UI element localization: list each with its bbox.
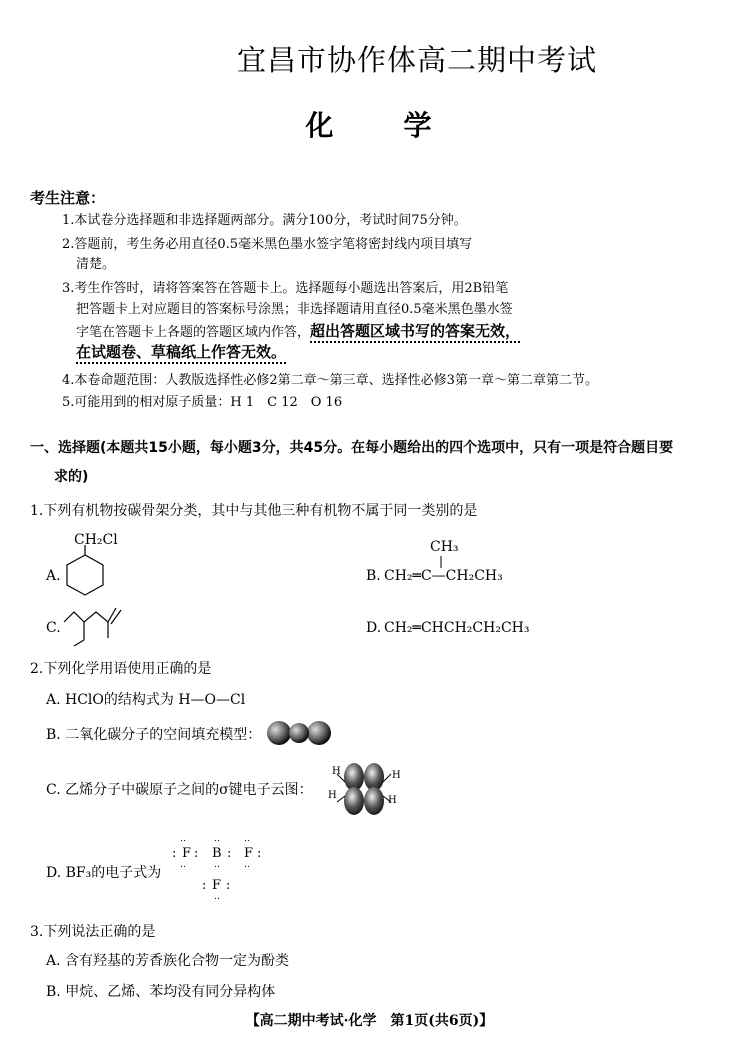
bf3-f-right: F xyxy=(244,846,254,861)
q2-option-c: C. 乙烯分子中碳原子之间的σ键电子云图： xyxy=(46,782,313,798)
h-atom-label-4: H xyxy=(388,795,397,806)
q1-option-b-bond xyxy=(437,556,445,568)
q1-stem: 1.下列有机物按碳骨架分类，其中与其他三种有机物不属于同一类别的是 xyxy=(30,503,478,519)
h-atom-label-3: H xyxy=(328,790,337,801)
notice-heading: 考生注意： xyxy=(30,189,106,207)
q3-option-b: B. 甲烷、乙烯、苯均没有同分异构体 xyxy=(46,984,276,1000)
bf3-f-left: F xyxy=(182,846,192,861)
notice-line-6-text: 字笔在答题卡上各题的答题区域内作答， xyxy=(76,325,311,340)
q2-option-a: A. HClO的结构式为 H—O—Cl xyxy=(46,692,246,708)
section-heading-1: 一、选择题(本题共15小题，每小题3分，共45分。在每小题给出的四个选项中，只有一项是符合题目要 xyxy=(30,440,674,456)
notice-line-2: 2.答题前，考生务必用直径0.5毫米黑色墨水签字笔将密封线内项目填写 xyxy=(62,237,473,252)
q1-option-a-substituent: CH₂Cl xyxy=(74,532,118,548)
q1-option-d-label: D. xyxy=(366,620,382,636)
page-footer: 【高二期中考试·化学 第1页(共6页)】 xyxy=(245,1013,494,1029)
notice-warning-1: 超出答题区域书写的答案无效， xyxy=(310,322,520,343)
notice-warning-2 xyxy=(76,341,286,362)
notice-line-1: 1.本试卷分选择题和非选择题两部分。满分100分，考试时间75分钟。 xyxy=(62,213,467,228)
section-heading-2: 求的) xyxy=(54,469,89,485)
exam-title: 宜昌市协作体高二期中考试 xyxy=(236,43,597,77)
q2-option-d: D. BF₃的电子式为 xyxy=(46,865,162,881)
subject-title xyxy=(0,104,739,144)
q3-option-a: A. 含有羟基的芳香族化合物一定为酚类 xyxy=(46,953,290,969)
bf3-b: B xyxy=(212,846,222,861)
q1-option-d-formula: CH₂═CHCH₂CH₂CH₃ xyxy=(384,620,530,636)
q1-skeletal-structure xyxy=(62,604,130,648)
q2-stem: 2.下列化学用语使用正确的是 xyxy=(30,661,212,677)
h-atom-label-2: H xyxy=(392,770,401,781)
notice-line-3: 清楚。 xyxy=(76,257,116,272)
bf3-electron-formula: ‥ : F : ‥ B ‥ : ‥ F : ‥ ‥ : F : ‥ xyxy=(172,834,262,902)
notice-warning-2-text: 在试题卷、草稿纸上作答无效。 xyxy=(76,343,286,364)
q1-cyclohexane-structure xyxy=(60,545,110,600)
notice-line-4: 3.考生作答时，请将答案答在答题卡上。选择题每小题选出答案后，用2B铅笔 xyxy=(62,281,509,296)
q1-option-b-formula: CH₂═C—CH₂CH₃ xyxy=(384,568,503,584)
q1-option-b-label: B. xyxy=(366,568,381,584)
subject-char-1: 化 xyxy=(305,109,336,142)
subject-char-2: 学 xyxy=(403,109,434,142)
q3-stem: 3.下列说法正确的是 xyxy=(30,924,156,940)
q1-option-a-label: A. xyxy=(46,568,61,584)
notice-line-6 xyxy=(76,320,520,341)
notice-line-9: 5.可能用到的相对原子质量：H 1 C 12 O 16 xyxy=(62,395,343,410)
q1-option-b-methyl: CH₃ xyxy=(430,539,459,555)
notice-line-8: 4.本卷命题范围：人教版选择性必修2第二章～第三章、选择性必修3第一章～第二章第二节。 xyxy=(62,373,598,388)
notice-line-5: 把答题卡上对应题目的答案标号涂黑；非选择题请用直径0.5毫米黑色墨水签 xyxy=(76,302,513,317)
h-atom-label-1: H xyxy=(332,766,341,777)
q1-option-c-label: C. xyxy=(46,620,61,636)
q2-option-b: B. 二氧化碳分子的空间填充模型： xyxy=(46,727,262,743)
bf3-f-bottom: F xyxy=(212,878,222,893)
co2-space-filling-model xyxy=(265,718,335,748)
